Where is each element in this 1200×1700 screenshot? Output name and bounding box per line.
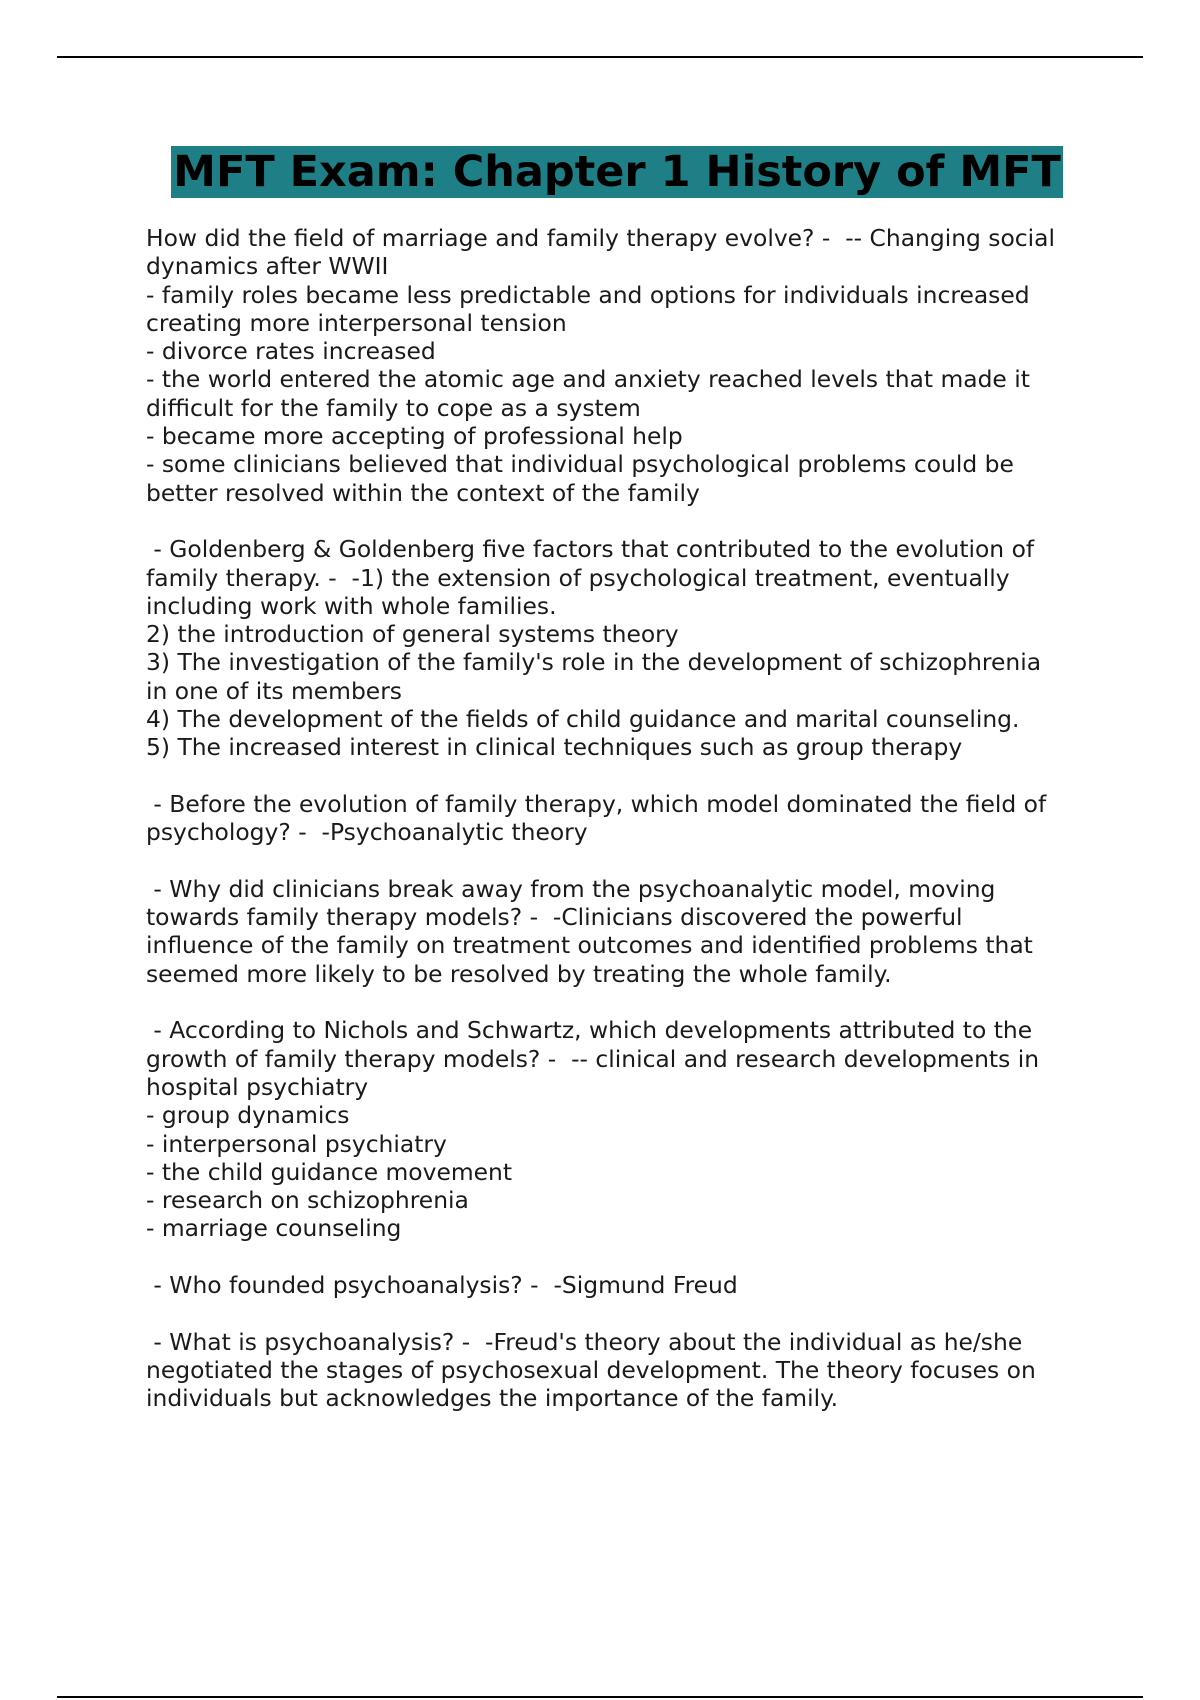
- entry-line: 3) The investigation of the family's role in the development of schizophrenia: [146, 648, 1042, 677]
- entry-line: - Goldenberg & Goldenberg five factors that contributed to the evolution of: [146, 535, 1035, 564]
- entry-line: - group dynamics: [146, 1101, 350, 1130]
- entry-line: - divorce rates increased: [146, 337, 436, 366]
- entry-line: negotiated the stages of psychosexual development. The theory focuses on: [146, 1355, 1036, 1384]
- entry-line: psychology? - -Psychoanalytic theory: [146, 818, 588, 847]
- entry-line: towards family therapy models? - -Clinicians discovered the powerful: [146, 903, 963, 932]
- entry-line: difficult for the family to cope as a system: [146, 393, 641, 422]
- entry-line: including work with whole families.: [146, 591, 557, 620]
- qa-entry: [146, 1328, 1096, 1413]
- entry-line: creating more interpersonal tension: [146, 308, 567, 337]
- entry-line: - According to Nichols and Schwartz, which developments attributed to the: [146, 1016, 1033, 1045]
- entry-line: - became more accepting of professional help: [146, 422, 683, 451]
- top-rule: [57, 56, 1143, 58]
- entry-line: seemed more likely to be resolved by treating the whole family.: [146, 959, 892, 988]
- entry-line: - family roles became less predictable and options for individuals increased: [146, 280, 1030, 309]
- qa-entry: [146, 535, 1096, 761]
- document-body: [146, 224, 1096, 1441]
- entry-line: 2) the introduction of general systems theory: [146, 620, 679, 649]
- entry-line: hospital psychiatry: [146, 1072, 369, 1101]
- qa-entry: [146, 875, 1096, 988]
- document-title: MFT Exam: Chapter 1 History of MFT: [173, 147, 1061, 197]
- entry-line: - the child guidance movement: [146, 1157, 513, 1186]
- entry-line: - Before the evolution of family therapy, which model dominated the field of: [146, 789, 1047, 818]
- entry-line: better resolved within the context of the family: [146, 478, 700, 507]
- entry-line: - interpersonal psychiatry: [146, 1129, 447, 1158]
- entry-line: 5) The increased interest in clinical techniques such as group therapy: [146, 733, 963, 762]
- qa-entry: [146, 1271, 1096, 1299]
- entry-line: 4) The development of the fields of child guidance and marital counseling.: [146, 705, 1020, 734]
- entry-line: - the world entered the atomic age and anxiety reached levels that made it: [146, 365, 1030, 394]
- entry-line: family therapy. - -1) the extension of psychological treatment, eventually: [146, 563, 1010, 592]
- entry-line: in one of its members: [146, 676, 402, 705]
- entry-line: - some clinicians believed that individual psychological problems could be: [146, 450, 1014, 479]
- bottom-rule: [57, 1696, 1143, 1698]
- entry-line: individuals but acknowledges the importance of the family.: [146, 1384, 839, 1413]
- entry-line: dynamics after WWII: [146, 252, 389, 281]
- qa-entry: [146, 1016, 1096, 1242]
- entry-line: - What is psychoanalysis? - -Freud's theory about the individual as he/she: [146, 1327, 1023, 1356]
- entry-line: - marriage counseling: [146, 1214, 402, 1243]
- entry-line: - Why did clinicians break away from the psychoanalytic model, moving: [146, 874, 996, 903]
- entry-line: growth of family therapy models? - -- clinical and research developments in: [146, 1044, 1040, 1073]
- qa-entry: [146, 224, 1096, 507]
- entry-line: - research on schizophrenia: [146, 1186, 469, 1215]
- entry-line: How did the field of marriage and family therapy evolve? - -- Changing social: [146, 224, 1055, 252]
- entry-line: - Who founded psychoanalysis? - -Sigmund Freud: [146, 1270, 738, 1299]
- title-container: [160, 146, 1074, 198]
- qa-entry: [146, 790, 1096, 847]
- entry-line: influence of the family on treatment outcomes and identified problems that: [146, 931, 1033, 960]
